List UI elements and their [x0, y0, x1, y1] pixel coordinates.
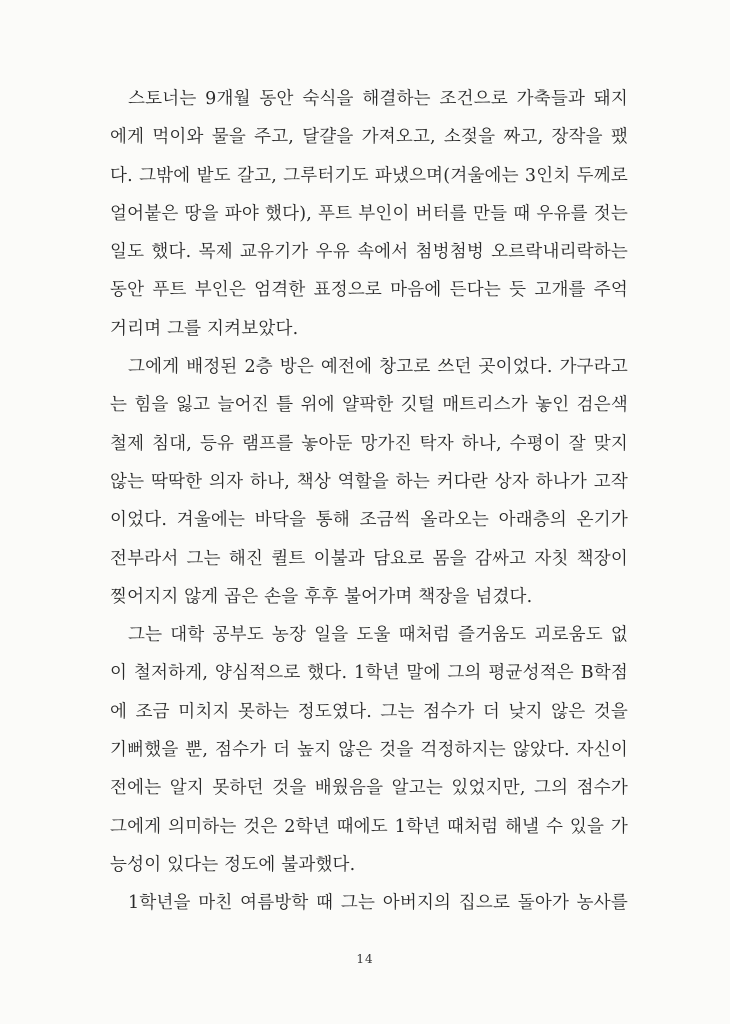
- text-line: 철제 침대, 등유 램프를 놓아둔 망가진 탁자 하나, 수평이 잘 맞지: [110, 433, 628, 454]
- text-line: 전에는 알지 못하던 것을 배웠음을 알고는 있었지만, 그의 점수가: [110, 778, 628, 799]
- text-line: 이 철저하게, 양심적으로 했다. 1학년 말에 그의 평균성적은 B학점: [110, 663, 628, 684]
- text-line: 능성이 있다는 정도에 불과했다.: [110, 854, 356, 875]
- text-line: 1학년을 마친 여름방학 때 그는 아버지의 집으로 돌아가 농사를: [128, 893, 628, 914]
- text-line: 거리며 그를 지켜보았다.: [110, 318, 299, 339]
- text-line: 일도 했다. 목제 교유기가 우유 속에서 첨벙첨벙 오르락내리락하는: [110, 242, 628, 263]
- text-line: 이었다. 겨울에는 바닥을 통해 조금씩 올라오는 아래층의 온기가: [110, 510, 628, 531]
- page-number: 14: [356, 952, 374, 966]
- text-line: 얼어붙은 땅을 파야 했다), 푸트 부인이 버터를 만들 때 우유를 젓는: [110, 203, 628, 224]
- text-line: 않는 딱딱한 의자 하나, 책상 역할을 하는 커다란 상자 하나가 고작: [110, 471, 628, 492]
- text-line: 스토너는 9개월 동안 숙식을 해결하는 조건으로 가축들과 돼지: [128, 89, 628, 109]
- text-line: 찢어지지 않게 곱은 손을 후후 불어가며 책장을 넘겼다.: [110, 586, 533, 607]
- text-line: 그에게 배정된 2층 방은 예전에 창고로 쓰던 곳이었다. 가구라고: [128, 357, 628, 378]
- text-line: 는 힘을 잃고 늘어진 틀 위에 얄팍한 깃털 매트리스가 놓인 검은색: [110, 395, 628, 416]
- text-line: 기뻐했을 뿐, 점수가 더 높지 않은 것을 걱정하지는 않았다. 자신이: [110, 740, 628, 761]
- text-line: 동안 푸트 부인은 엄격한 표정으로 마음에 든다는 듯 고개를 주억: [110, 280, 628, 301]
- body-text: [110, 80, 628, 923]
- text-line: 에게 먹이와 물을 주고, 달걀을 가져오고, 소젖을 짜고, 장작을 팼: [110, 127, 628, 148]
- text-line: 그는 대학 공부도 농장 일을 도울 때처럼 즐거움도 괴로움도 없: [128, 625, 628, 646]
- text-line: 그에게 의미하는 것은 2학년 때에도 1학년 때처럼 해낼 수 있을 가: [110, 816, 628, 837]
- text-line: 전부라서 그는 해진 퀼트 이불과 담요로 몸을 감싸고 자칫 책장이: [110, 548, 628, 569]
- text-line: 다. 그밖에 밭도 갈고, 그루터기도 파냈으며(겨울에는 3인치 두께로: [110, 165, 628, 186]
- text-line: 에 조금 미치지 못하는 정도였다. 그는 점수가 더 낮지 않은 것을: [110, 701, 628, 722]
